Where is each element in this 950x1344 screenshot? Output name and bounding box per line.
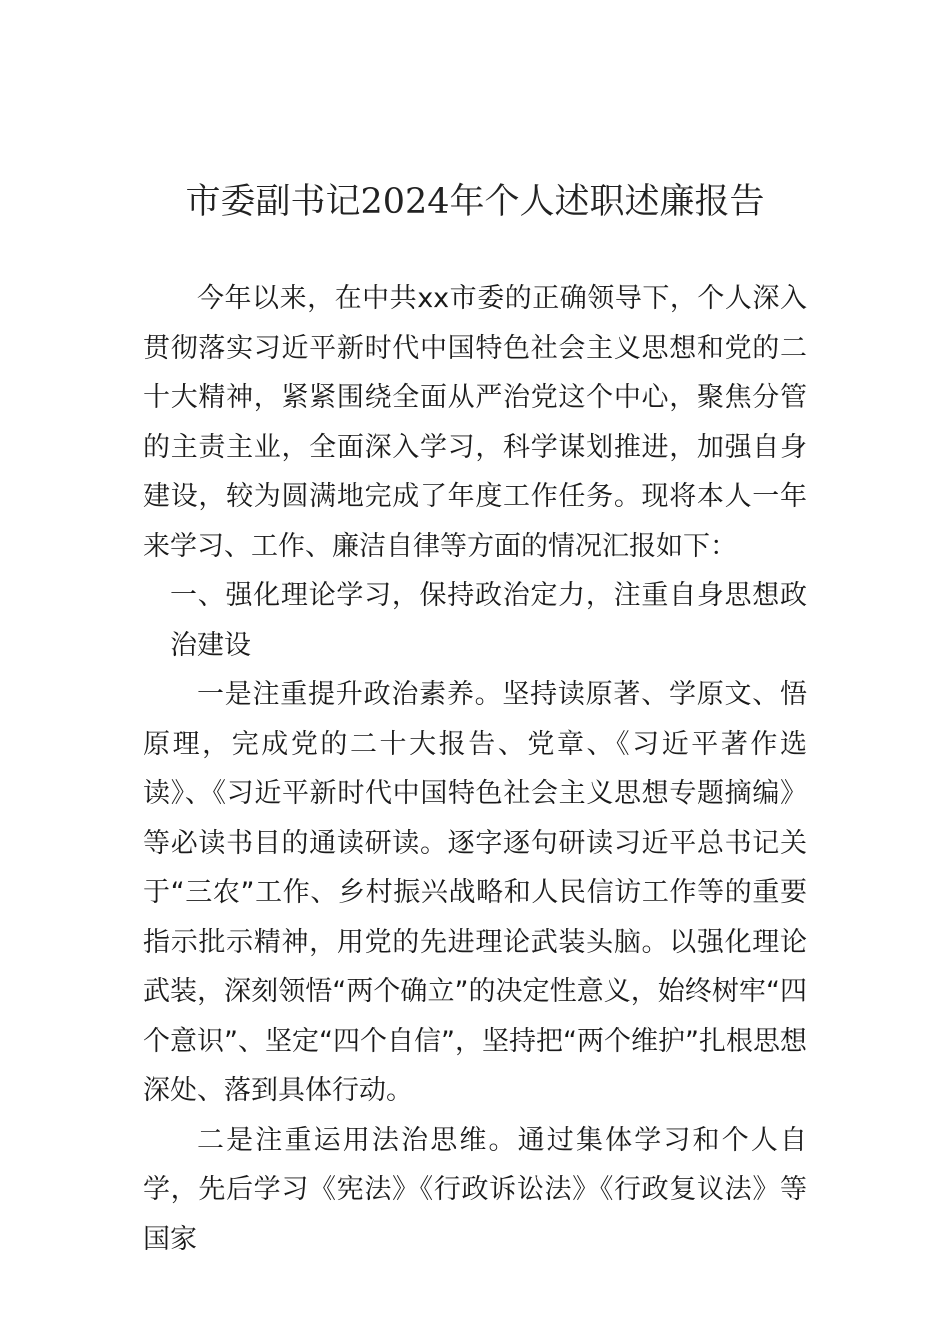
paragraph-rule-of-law: 二是注重运用法治思维。通过集体学习和个人自学，先后学习《宪法》《行政诉讼法》《行政复议法》等国家 (143, 1124, 807, 1255)
paragraph-political-literacy: 一是注重提升政治素养。坚持读原著、学原文、悟原理，完成党的二十大报告、党章、《习近平著作选读》、《习近平新时代中国特色社会主义思想专题摘编》等必读书目的通读研读。逐字逐句研读习近平总书记关于“三农”工作、乡村振兴战略和人民信访工作等的重要指示批示精神，用党的先进理论武装头脑。以强化理论武装，深刻领悟“两个确立”的决定性意义，始终树牢“四个意识”、坚定“四个自信”，坚持把“两个维护”扎根思想深处、落到具体行动。 (143, 679, 807, 1106)
document-title: 市委副书记2024年个人述职述廉报告 (185, 182, 765, 222)
section-heading-1: 一、强化理论学习，保持政治定力，注重自身思想政治建设 (170, 580, 807, 661)
paragraph-intro: 今年以来，在中共xx市委的正确领导下，个人深入贯彻落实习近平新时代中国特色社会主义思想和党的二十大精神，紧紧围绕全面从严治党这个中心，聚焦分管的主责主业，全面深入学习，科学谋划推进，加强自身建设，较为圆满地完成了年度工作任务。现将本人一年来学习、工作、廉洁自律等方面的情况汇报如下： (143, 283, 807, 562)
document-body (143, 274, 807, 1264)
